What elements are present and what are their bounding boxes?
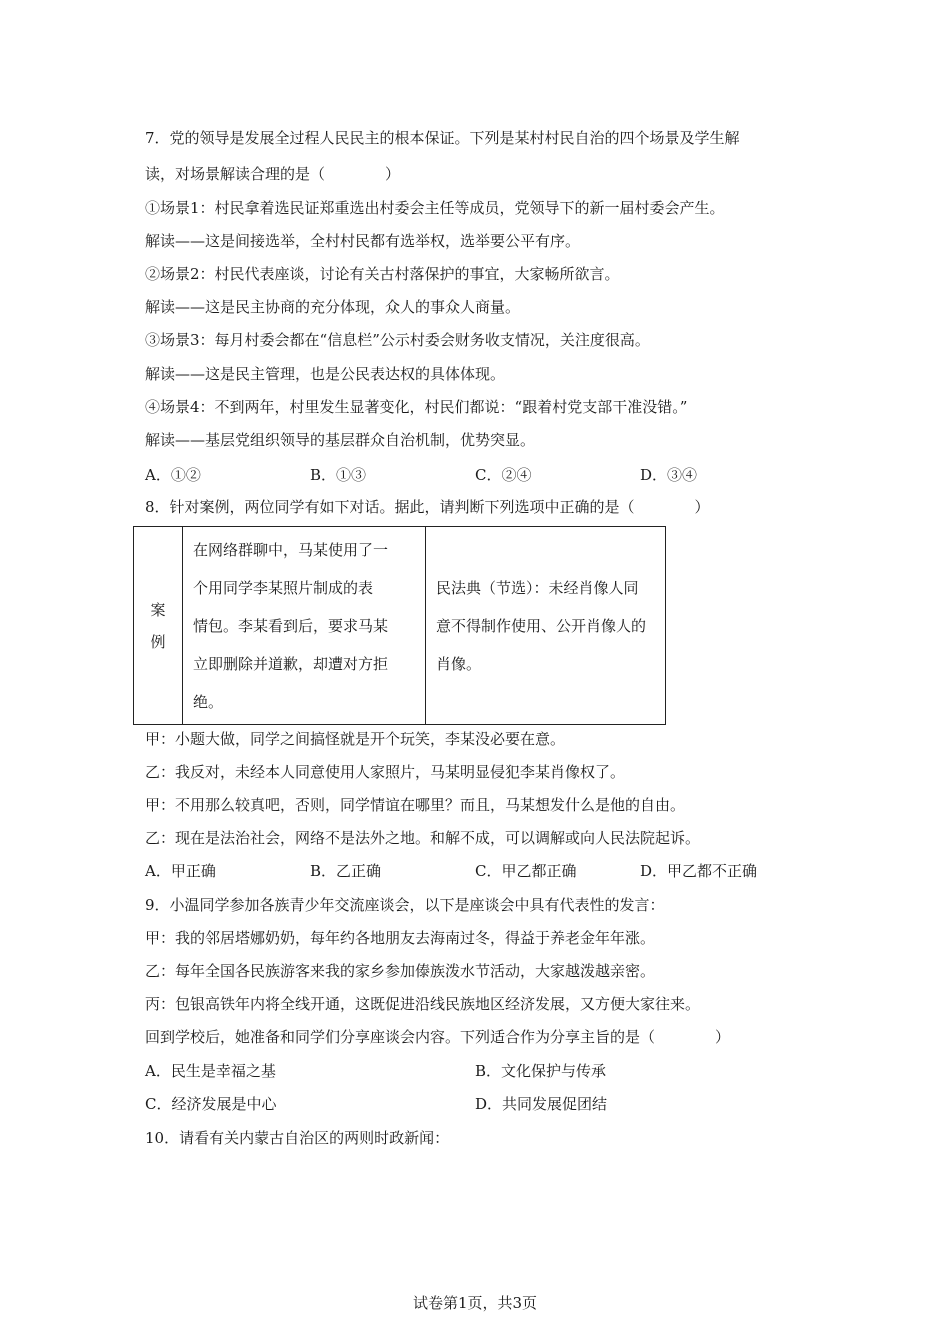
q9-option-d: D．共同发展促团结	[475, 1095, 608, 1113]
case-line: 立即删除并道歉，却遭对方拒	[193, 654, 389, 673]
q10-stem: 10．请看有关内蒙古自治区的两则时政新闻：	[145, 1129, 450, 1147]
case-description-cell	[183, 527, 426, 725]
q9-line: 丙：包银高铁年内将全线开通，这既促进沿线民族地区经济发展，又方便大家往来。	[145, 995, 701, 1013]
q8-option-b: B．乙正确	[310, 862, 382, 880]
q7-option-c: C．②④	[475, 466, 532, 484]
case-label-top: 案	[150, 600, 166, 619]
q9-line: 甲：我的邻居塔娜奶奶，每年约各地朋友去海南过冬，得益于养老金年年涨。	[145, 929, 656, 947]
law-excerpt-cell	[426, 527, 666, 725]
case-table	[133, 526, 666, 725]
case-line: 绝。	[193, 692, 224, 711]
q7-option-a: A．①②	[145, 466, 201, 484]
page-footer: 试卷第1页，共3页	[412, 1294, 538, 1312]
q9-option-b: B．文化保护与传承	[475, 1062, 607, 1080]
q7-option-b: B．①③	[310, 466, 367, 484]
q7-item: 解读——基层党组织领导的基层群众自治机制，优势突显。	[145, 431, 536, 449]
q9-option-a: A．民生是幸福之基	[145, 1062, 276, 1080]
q7-item: ④场景4：不到两年，村里发生显著变化，村民们都说：“跟着村党支部干准没错。”	[145, 398, 688, 416]
q8-dialogue: 甲：小题大做，同学之间搞怪就是开个玩笑，李某没必要在意。	[145, 730, 566, 748]
q9-option-c: C．经济发展是中心	[145, 1095, 277, 1113]
q8-stem: 8．针对案例，两位同学有如下对话。据此，请判断下列选项中正确的是（ ）	[145, 498, 710, 516]
q8-dialogue: 乙：现在是法治社会，网络不是法外之地。和解不成，可以调解或向人民法院起诉。	[145, 829, 701, 847]
q9-stem: 9．小温同学参加各族青少年交流座谈会，以下是座谈会中具有代表性的发言：	[145, 896, 665, 914]
law-line: 意不得制作使用、公开肖像人的	[436, 616, 647, 635]
q7-stem-line2: 读，对场景解读合理的是（ ）	[145, 165, 401, 183]
q9-line: 回到学校后，她准备和同学们分享座谈会内容。下列适合作为分享主旨的是（ ）	[145, 1028, 731, 1046]
law-line: 肖像。	[436, 654, 482, 673]
q7-item: 解读——这是间接选举，全村村民都有选举权，选举要公平有序。	[145, 232, 581, 250]
law-line: 民法典（节选）：未经肖像人同	[436, 578, 639, 597]
q9-line: 乙：每年全国各民族游客来我的家乡参加傣族泼水节活动，大家越泼越亲密。	[145, 962, 656, 980]
case-line: 个用同学李某照片制成的表	[193, 578, 374, 597]
q7-option-d: D．③④	[640, 466, 698, 484]
q7-item: ③场景3：每月村委会都在“信息栏”公示村委会财务收支情况，关注度很高。	[145, 331, 650, 349]
q7-item: ①场景1：村民拿着选民证郑重选出村委会主任等成员，党领导下的新一届村委会产生。	[145, 199, 725, 217]
case-line: 情包。李某看到后，要求马某	[193, 616, 389, 635]
case-label-cell	[134, 527, 183, 725]
q7-item: 解读——这是民主管理，也是公民表达权的具体体现。	[145, 365, 506, 383]
q8-option-c: C．甲乙都正确	[475, 862, 577, 880]
q8-dialogue: 乙：我反对，未经本人同意使用人家照片，马某明显侵犯李某肖像权了。	[145, 763, 626, 781]
q8-dialogue: 甲：不用那么较真吧，否则，同学情谊在哪里？而且，马某想发什么是他的自由。	[145, 796, 686, 814]
q8-option-d: D．甲乙都不正确	[640, 862, 758, 880]
q7-stem-line1: 7．党的领导是发展全过程人民民主的根本保证。下列是某村村民自治的四个场景及学生解	[145, 129, 740, 147]
q8-option-a: A．甲正确	[145, 862, 216, 880]
q7-item: ②场景2：村民代表座谈，讨论有关古村落保护的事宜，大家畅所欲言。	[145, 265, 620, 283]
q7-item: 解读——这是民主协商的充分体现，众人的事众人商量。	[145, 298, 521, 316]
case-line: 在网络群聊中，马某使用了一	[193, 540, 389, 559]
case-label-bottom: 例	[150, 632, 166, 651]
